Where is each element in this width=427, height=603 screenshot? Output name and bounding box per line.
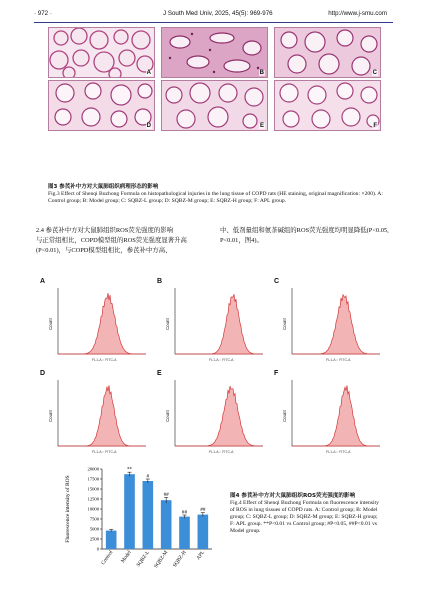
- significance-marker: **: [126, 466, 133, 473]
- y-tick-label: 15000: [87, 486, 99, 492]
- bar-control: [106, 531, 117, 549]
- x-axis-label: FL1-A :: FITC-A: [92, 358, 117, 362]
- body-text-right: 中、低剂量组和氨茶碱组的ROS荧光强度均明显降低(P<0.05, P<0.01，图4)。: [220, 227, 389, 244]
- micrograph-panel-a: [48, 27, 155, 78]
- micrograph-panel-b: [161, 27, 268, 78]
- flow-panel-f: [274, 370, 384, 458]
- figure4-caption: [230, 493, 380, 536]
- x-axis-label: FL1-A :: FITC-A: [326, 358, 351, 362]
- figure4-bar-chart: [60, 464, 220, 589]
- histology-image: [49, 81, 154, 130]
- flow-panel-b: [157, 278, 267, 366]
- bar-apl: [198, 515, 209, 549]
- histology-image: [275, 28, 380, 77]
- x-axis-label: FL1-A :: FITC-A: [209, 358, 234, 362]
- panel-letter: F: [373, 123, 377, 129]
- body-text-left: 2.4 参芪补中方对大鼠肺组织ROS荧光强度的影响 与正常组相比，COPD模型组的ROS荧光强度显著升高(P<0.01)，与COPD模型组相比，参芪补中方高、: [36, 227, 187, 254]
- bar-chart-svg: [60, 464, 220, 589]
- journal-url[interactable]: http://www.j-smu.com: [328, 10, 387, 17]
- panel-letter: B: [259, 70, 264, 76]
- figure4-flow-histograms: [40, 278, 385, 458]
- flow-panel-c: [274, 278, 384, 366]
- panel-letter: E: [259, 123, 264, 129]
- y-tick-label: 5000: [89, 526, 99, 532]
- histogram-curve: [58, 385, 146, 446]
- y-tick-label: 2500: [89, 536, 99, 542]
- histology-image: [162, 28, 267, 77]
- panel-letter: A: [146, 70, 151, 76]
- journal-citation: J South Med Univ, 2025, 45(5): 969-976: [163, 10, 273, 17]
- flow-panel-d: [40, 370, 150, 458]
- page-number: · 972 ·: [34, 10, 52, 17]
- histogram: [56, 286, 148, 356]
- histology-image: [162, 81, 267, 130]
- histogram-curve: [292, 295, 380, 354]
- panel-letter: A: [40, 278, 46, 285]
- micrograph-panel-d: [48, 80, 155, 131]
- significance-marker: ##: [181, 509, 188, 516]
- significance-marker: ##: [200, 507, 206, 514]
- figure3-caption: [48, 184, 383, 205]
- panel-letter: D: [146, 123, 151, 129]
- histogram: [56, 378, 148, 448]
- figure3-caption-en: Fig.3 Effect of Shenqi Buzhong Formula on histopathological injuries in the lung tissue of COPD rats (HE staining, original magnification: ×200). A: Control group; B: Model group; C: SQBZ-L group; D: SQBZ-M group; E: SQBZ-H group; F: APL group.: [48, 191, 383, 204]
- x-tick-label: SQBZ-H: [171, 549, 188, 569]
- y-tick-label: 17500: [87, 476, 99, 482]
- panel-letter: C: [372, 70, 377, 76]
- panel-letter: C: [274, 278, 280, 285]
- y-tick-label: 20000: [87, 466, 99, 472]
- x-tick-label: APL: [195, 549, 206, 562]
- histology-image: [49, 28, 154, 77]
- x-axis-label: FL1-A :: FITC-A: [209, 450, 234, 454]
- figure3-micrographs: [48, 27, 380, 181]
- histogram-curve: [292, 385, 380, 446]
- y-axis-label: Count: [282, 318, 287, 330]
- histogram-curve: [175, 386, 263, 446]
- significance-marker: #: [146, 473, 150, 480]
- bar-model: [124, 474, 135, 549]
- panel-letter: B: [157, 278, 163, 285]
- y-tick-label: 7500: [89, 516, 99, 522]
- x-tick-label: SQBZ-M: [153, 549, 170, 570]
- y-axis-label: Count: [165, 318, 170, 330]
- axes: [175, 288, 263, 354]
- histogram-curve: [175, 294, 263, 354]
- histogram: [290, 378, 382, 448]
- figure3-caption-cn: 图3 参芪补中方对大鼠肺组织病理形态的影响: [48, 184, 159, 190]
- figure4-caption-en: Fig.4 Effect of Shenqi Buzhong Formula on fluorescence intensity of ROS in lung tissues of COPD rats. A: Control group; B: Model group; C: SQBZ-L group; D: SQBZ-M group; E: SQBZ-H group; F: APL group. **P<0.01 vs Control group; #P<0.05, ##P<0.01 vs Model group.: [230, 500, 379, 535]
- x-tick-label: Model: [119, 549, 133, 565]
- histogram-curve: [58, 293, 146, 354]
- x-axis-label: FL1-A :: FITC-A: [326, 450, 351, 454]
- figure4-caption-cn: 图4 参芪补中方对大鼠肺组织ROS荧光强度的影响: [230, 493, 356, 499]
- x-axis-label: FL1-A :: FITC-A: [92, 450, 117, 454]
- page-header: [0, 8, 427, 20]
- y-tick-label: 0: [96, 546, 99, 552]
- micrograph-panel-f: [274, 80, 381, 131]
- x-tick-label: SQBZ-L: [135, 549, 151, 569]
- panel-letter: E: [157, 370, 162, 377]
- flow-panel-a: [40, 278, 150, 366]
- x-tick-label: Control: [100, 549, 115, 567]
- panel-letter: D: [40, 370, 46, 377]
- histology-image: [275, 81, 380, 130]
- significance-marker: ##: [163, 491, 169, 498]
- flow-panel-e: [157, 370, 267, 458]
- y-tick-label: 12500: [87, 496, 99, 502]
- histogram: [173, 378, 265, 448]
- header-rule: [34, 22, 393, 23]
- y-axis-label: Count: [48, 410, 53, 422]
- micrograph-panel-e: [161, 80, 268, 131]
- y-tick-label: 10000: [87, 506, 99, 512]
- panel-letter: F: [274, 370, 279, 377]
- y-axis-label: Count: [48, 318, 53, 330]
- histogram: [290, 286, 382, 356]
- bar-sqbz-m: [161, 500, 172, 549]
- bar-sqbz-h: [179, 517, 190, 549]
- y-axis-label: Count: [165, 410, 170, 422]
- bar-sqbz-l: [143, 481, 154, 549]
- y-axis-label: Count: [282, 410, 287, 422]
- y-axis-label: Fluorescence intensity of ROS: [65, 475, 71, 543]
- histogram: [173, 286, 265, 356]
- micrograph-panel-c: [274, 27, 381, 78]
